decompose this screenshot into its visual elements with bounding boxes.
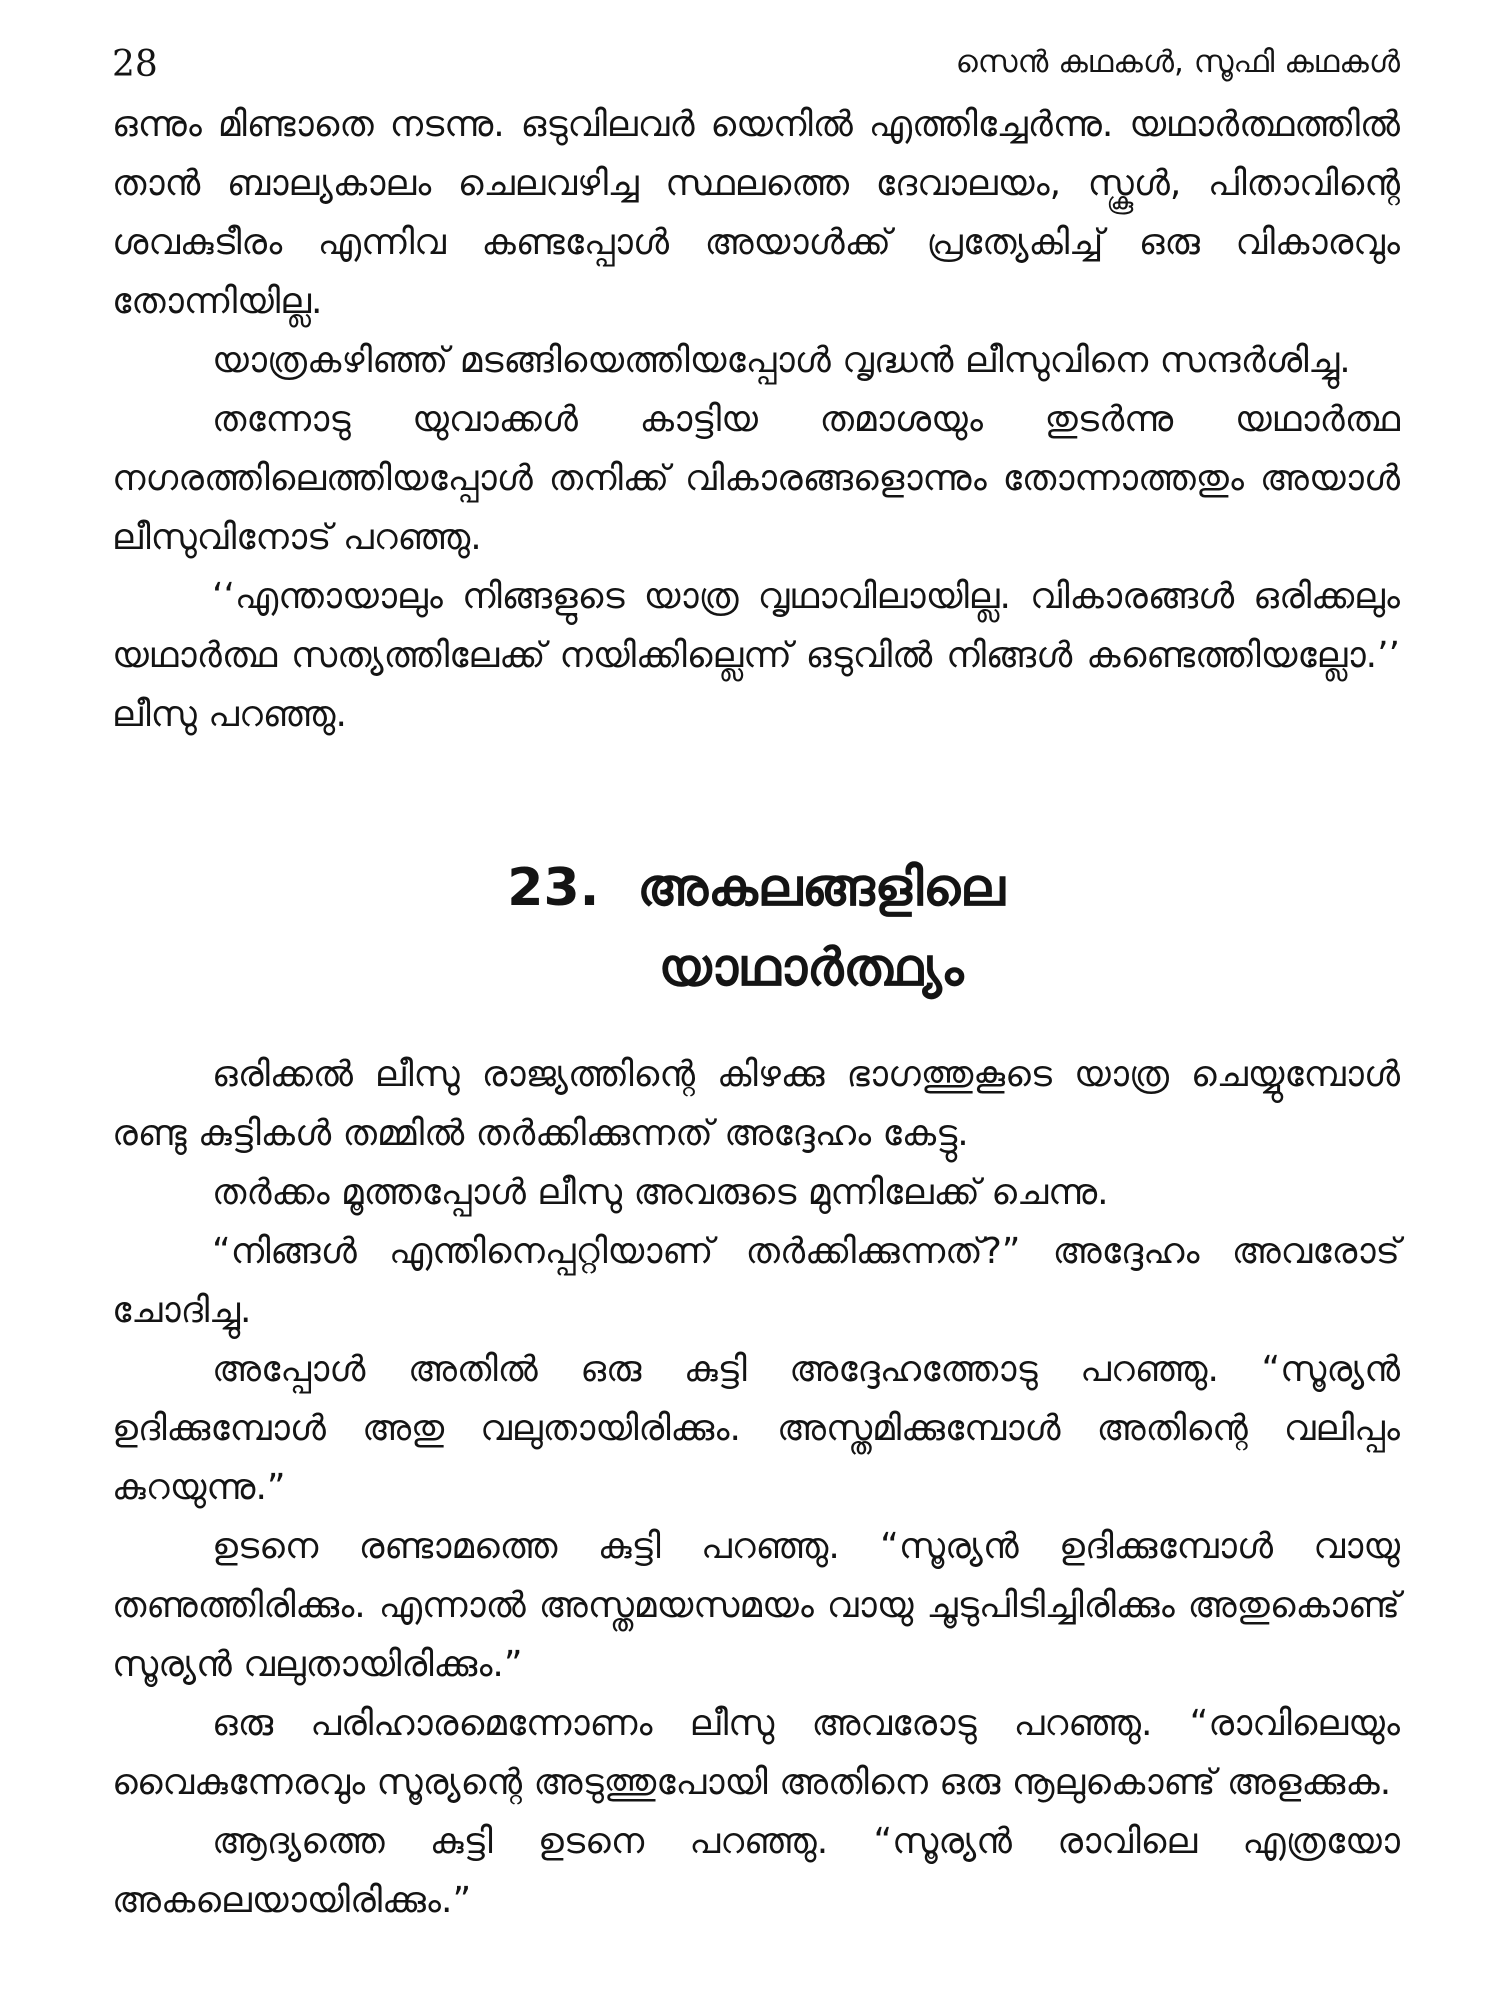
paragraph: ആദ്യത്തെ കുട്ടി ഉടനെ പറഞ്ഞു. “സൂര്യൻ രാവിലെ എത്രയോ അകലെയായിരിക്കും.”: [112, 1821, 1400, 1921]
paragraph: ഒരു പരിഹാരമെന്നോണം ലീസു അവരോടു പറഞ്ഞു. “രാവിലെയും വൈകുന്നേരവും സൂര്യന്റെ അടുത്തുപോയി അതിനെ ഒരു നൂലുകൊണ്ട് അളക്കുക.: [112, 1703, 1400, 1803]
page-header: [112, 38, 1400, 98]
chapter-body-text: [112, 1045, 1400, 1930]
paragraph: ഉടനെ രണ്ടാമത്തെ കുട്ടി പറഞ്ഞു. “സൂര്യൻ ഉദിക്കുമ്പോൾ വായു തണുത്തിരിക്കും. എന്നാൽ അസ്തമയസമയം വായു ചൂടുപിടിച്ചിരിക്കും അതുകൊണ്ട് സൂര്യൻ വലുതായിരിക്കും.”: [112, 1526, 1400, 1685]
paragraph: യാത്രകഴിഞ്ഞ് മടങ്ങിയെത്തിയപ്പോൾ വൃദ്ധൻ ലീസുവിനെ സന്ദർശിച്ചു.: [212, 340, 1351, 381]
story-ending-text: [112, 95, 1400, 744]
paragraph: ഒന്നും മിണ്ടാതെ നടന്നു. ഒടുവിലവർ യെനിൽ എത്തിച്ചേർന്നു. യഥാർത്ഥത്തിൽ താൻ ബാല്യകാലം ചെലവഴിച്ച സ്ഥലത്തെ ദേവാലയം, സ്കൂൾ, പിതാവിന്റെ ശവകുടീരം എന്നിവ കണ്ടപ്പോൾ അയാൾക്ക് പ്രത്യേകിച്ച് ഒരു വികാരവും തോന്നിയില്ല.: [112, 104, 1400, 322]
paragraph: “നിങ്ങൾ എന്തിനെപ്പറ്റിയാണ് തർക്കിക്കുന്നത്?” അദ്ദേഹം അവരോട് ചോദിച്ചു.: [112, 1231, 1400, 1331]
paragraph: ‘‘എന്തായാലും നിങ്ങളുടെ യാത്ര വൃഥാവിലായില്ല. വികാരങ്ങൾ ഒരിക്കലും യഥാർത്ഥ സത്യത്തിലേക്ക് നയിക്കില്ലെന്ന് ഒടുവിൽ നിങ്ങൾ കണ്ടെത്തിയല്ലോ.’’ ലീസു പറഞ്ഞു.: [112, 576, 1400, 735]
chapter-heading: [112, 848, 1400, 1008]
running-title: സെൻ കഥകൾ, സൂഫി കഥകൾ: [955, 44, 1400, 80]
paragraph: തർക്കം മൂത്തപ്പോൾ ലീസു അവരുടെ മുന്നിലേക്ക് ചെന്നു.: [212, 1172, 1109, 1213]
paragraph: തന്നോടു യുവാക്കൾ കാട്ടിയ തമാശയും തുടർന്നു യഥാർത്ഥ നഗരത്തിലെത്തിയപ്പോൾ തനിക്ക് വികാരങ്ങളൊന്നും തോന്നാത്തതും അയാൾ ലീസുവിനോട് പറഞ്ഞു.: [112, 399, 1400, 558]
paragraph: ഒരിക്കൽ ലീസു രാജ്യത്തിന്റെ കിഴക്കു ഭാഗത്തുകൂടെ യാത്ര ചെയ്യുമ്പോൾ രണ്ടു കുട്ടികൾ തമ്മിൽ തർക്കിക്കുന്നത് അദ്ദേഹം കേട്ടു.: [112, 1054, 1400, 1154]
chapter-title-line1: അകലങ്ങളിലെ: [637, 858, 1005, 918]
chapter-number: 23.: [507, 858, 600, 918]
chapter-title-line2: യാഥാർത്ഥ്യം: [658, 938, 964, 998]
page-number: 28: [112, 44, 158, 85]
paragraph: അപ്പോൾ അതിൽ ഒരു കുട്ടി അദ്ദേഹത്തോടു പറഞ്ഞു. “സൂര്യൻ ഉദിക്കുമ്പോൾ അതു വലുതായിരിക്കും. അസ്തമിക്കുമ്പോൾ അതിന്റെ വലിപ്പം കുറയുന്നു.”: [112, 1349, 1400, 1508]
